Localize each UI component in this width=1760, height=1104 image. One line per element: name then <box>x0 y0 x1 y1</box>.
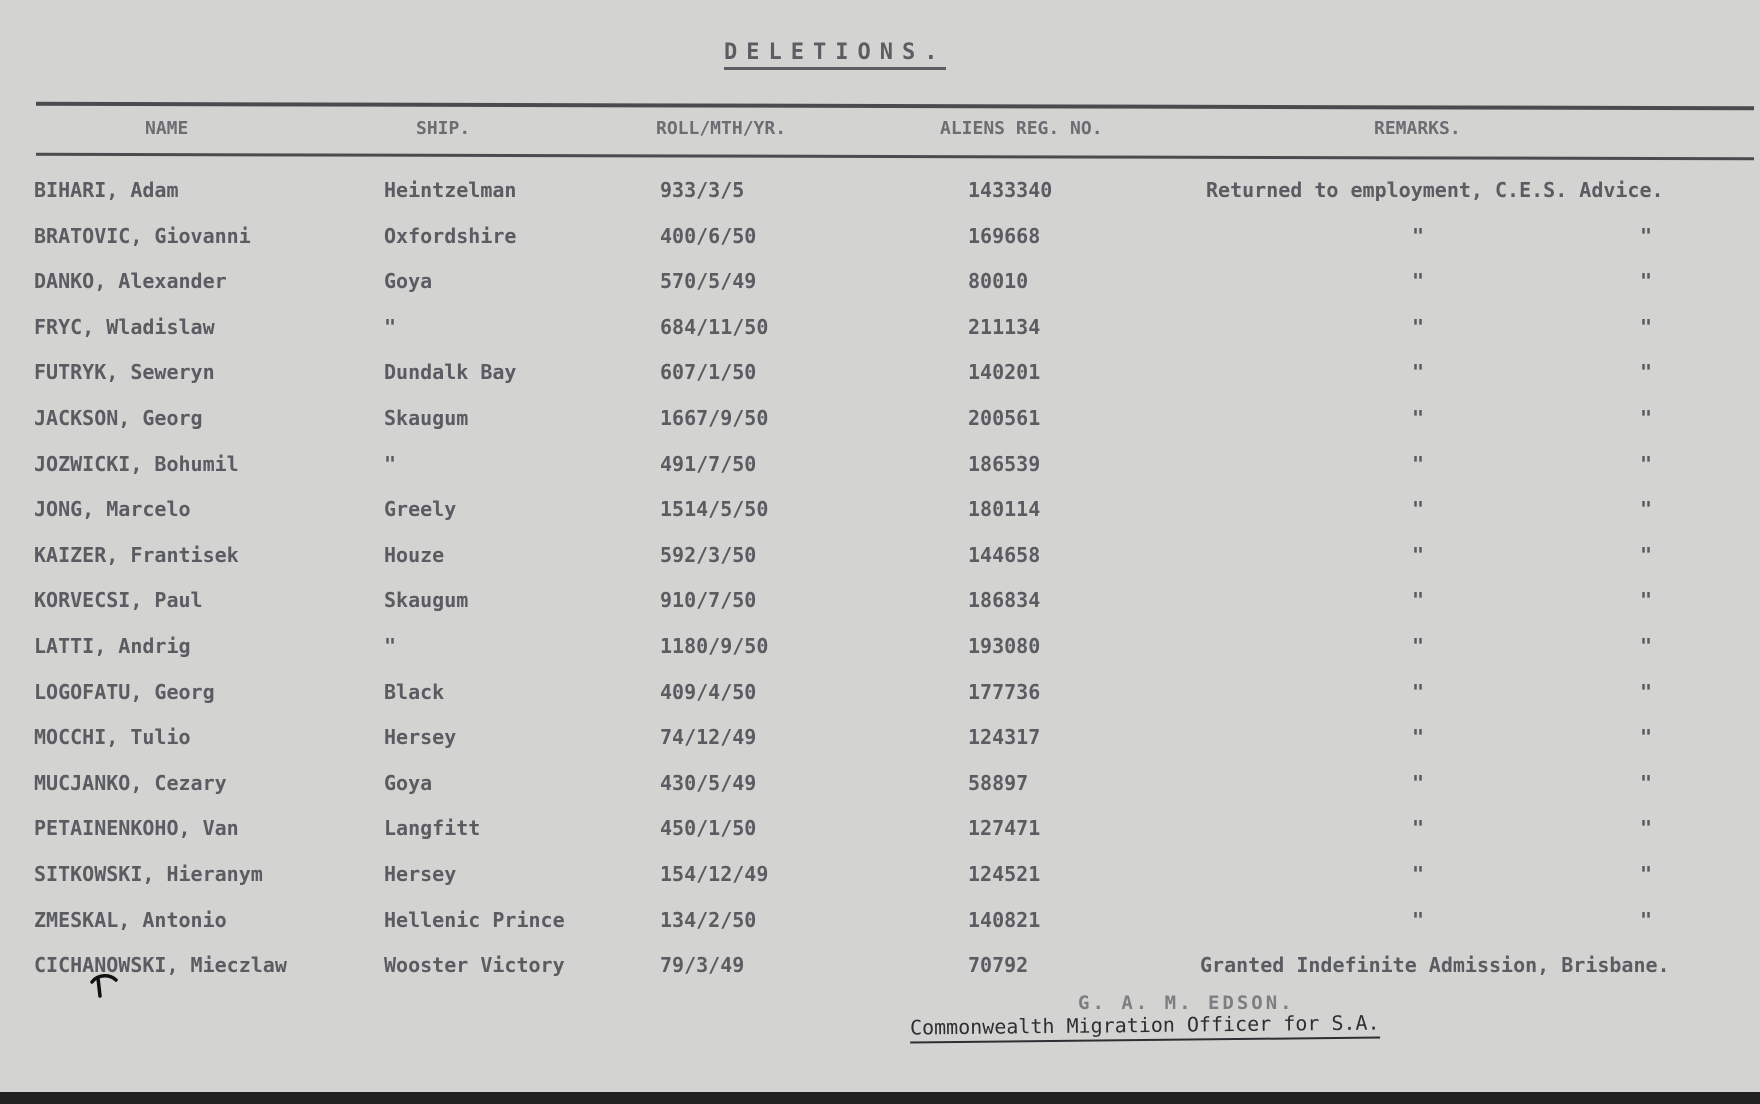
cell-remark-ditto: " <box>1640 360 1653 384</box>
cell-name: JACKSON, Georg <box>34 406 203 430</box>
cell-reg: 186834 <box>968 588 1041 612</box>
cell-remarks: Returned to employment, C.E.S. Advice. <box>1206 178 1664 202</box>
cell-name: SITKOWSKI, Hieranym <box>34 862 263 886</box>
cell-remark-ditto: " <box>1412 452 1425 476</box>
cell-roll: 134/2/50 <box>660 908 757 932</box>
cell-roll: 74/12/49 <box>660 725 757 749</box>
cell-remark-ditto: " <box>1412 816 1425 840</box>
cell-roll: 79/3/49 <box>660 953 745 977</box>
cell-roll: 933/3/5 <box>660 178 745 202</box>
cell-reg: 124317 <box>968 725 1041 749</box>
cell-name: KORVECSI, Paul <box>34 588 203 612</box>
cell-remark-ditto: " <box>1640 269 1653 293</box>
cell-reg: 186539 <box>968 452 1041 476</box>
cell-ship: Hellenic Prince <box>384 908 565 932</box>
cell-ship: Hersey <box>384 862 457 886</box>
cell-ship: Goya <box>384 771 433 795</box>
cell-remark-ditto: " <box>1640 680 1653 704</box>
cell-reg: 70792 <box>968 953 1029 977</box>
cell-remark-ditto: " <box>1640 816 1653 840</box>
column-header-roll: ROLL/MTH/YR. <box>656 118 787 139</box>
cell-ship: Black <box>384 680 445 704</box>
cell-roll: 430/5/49 <box>660 771 757 795</box>
cell-ship: Skaugum <box>384 588 469 612</box>
cell-remark-ditto: " <box>1412 588 1425 612</box>
cell-roll: 607/1/50 <box>660 360 757 384</box>
column-header-reg: ALIENS REG. NO. <box>940 118 1103 139</box>
cell-roll: 684/11/50 <box>660 315 769 339</box>
cell-roll: 910/7/50 <box>660 588 757 612</box>
cell-remark-ditto: " <box>1412 224 1425 248</box>
cell-roll: 1514/5/50 <box>660 497 769 521</box>
cell-remark-ditto: " <box>1640 543 1653 567</box>
cell-remark-ditto: " <box>1640 725 1653 749</box>
cell-remark-ditto: " <box>1640 452 1653 476</box>
signature-title: Commonwealth Migration Officer for S.A. <box>910 1011 1380 1044</box>
cell-roll: 409/4/50 <box>660 680 757 704</box>
cell-remark-ditto: " <box>1412 908 1425 932</box>
cell-ship: " <box>384 452 397 476</box>
cell-remark-ditto: " <box>1412 771 1425 795</box>
cell-ship: Heintzelman <box>384 178 517 202</box>
cell-roll: 450/1/50 <box>660 816 757 840</box>
cell-reg: 180114 <box>968 497 1041 521</box>
scan-border <box>0 1092 1760 1104</box>
cell-remark-ditto: " <box>1640 908 1653 932</box>
cell-remark-ditto: " <box>1640 224 1653 248</box>
cell-reg: 124521 <box>968 862 1041 886</box>
cell-reg: 211134 <box>968 315 1041 339</box>
cell-ship: Greely <box>384 497 457 521</box>
cell-ship: Skaugum <box>384 406 469 430</box>
cell-ship: Houze <box>384 543 445 567</box>
cell-remark-ditto: " <box>1640 315 1653 339</box>
cell-name: MOCCHI, Tulio <box>34 725 191 749</box>
cell-name: JOZWICKI, Bohumil <box>34 452 239 476</box>
cell-roll: 154/12/49 <box>660 862 769 886</box>
cell-name: FRYC, Wladislaw <box>34 315 215 339</box>
cell-name: ZMESKAL, Antonio <box>34 908 227 932</box>
column-header-ship: SHIP. <box>416 118 471 139</box>
cell-ship: Langfitt <box>384 816 481 840</box>
cell-remark-ditto: " <box>1412 680 1425 704</box>
cell-roll: 491/7/50 <box>660 452 757 476</box>
cell-name: FUTRYK, Seweryn <box>34 360 215 384</box>
cell-ship: " <box>384 315 397 339</box>
cell-remark-ditto: " <box>1412 634 1425 658</box>
cell-remark-ditto: " <box>1640 634 1653 658</box>
cell-remark-ditto: " <box>1412 497 1425 521</box>
cell-remark-ditto: " <box>1412 269 1425 293</box>
signature-name: G. A. M. EDSON. <box>1078 992 1295 1014</box>
cell-remark-ditto: " <box>1640 497 1653 521</box>
cell-name: MUCJANKO, Cezary <box>34 771 227 795</box>
cell-ship: Hersey <box>384 725 457 749</box>
cell-name: LATTI, Andrig <box>34 634 191 658</box>
cell-remark-ditto: " <box>1640 588 1653 612</box>
cell-name: BRATOVIC, Giovanni <box>34 224 251 248</box>
cell-reg: 140201 <box>968 360 1041 384</box>
cell-ship: Goya <box>384 269 433 293</box>
cell-remark-ditto: " <box>1412 315 1425 339</box>
cell-ship: Oxfordshire <box>384 224 517 248</box>
column-header-remarks: REMARKS. <box>1374 118 1461 139</box>
cell-reg: 200561 <box>968 406 1041 430</box>
cell-roll: 1180/9/50 <box>660 634 769 658</box>
cell-name: CICHANOWSKI, Mieczlaw <box>34 953 287 977</box>
cell-remark-ditto: " <box>1640 406 1653 430</box>
cell-reg: 127471 <box>968 816 1041 840</box>
cell-name: LOGOFATU, Georg <box>34 680 215 704</box>
cell-ship: Wooster Victory <box>384 953 565 977</box>
cell-reg: 177736 <box>968 680 1041 704</box>
cell-roll: 592/3/50 <box>660 543 757 567</box>
cell-reg: 140821 <box>968 908 1041 932</box>
cell-roll: 1667/9/50 <box>660 406 769 430</box>
cell-remarks: Granted Indefinite Admission, Brisbane. <box>1200 953 1670 977</box>
cell-remark-ditto: " <box>1412 862 1425 886</box>
cell-roll: 570/5/49 <box>660 269 757 293</box>
cell-remark-ditto: " <box>1412 406 1425 430</box>
cell-reg: 1433340 <box>968 178 1053 202</box>
cell-ship: " <box>384 634 397 658</box>
cell-name: DANKO, Alexander <box>34 269 227 293</box>
cell-ship: Dundalk Bay <box>384 360 517 384</box>
cell-name: KAIZER, Frantisek <box>34 543 239 567</box>
cell-reg: 169668 <box>968 224 1041 248</box>
cell-remark-ditto: " <box>1412 360 1425 384</box>
column-header-name: NAME <box>145 118 189 139</box>
cell-remark-ditto: " <box>1412 543 1425 567</box>
cell-reg: 80010 <box>968 269 1029 293</box>
page-title: DELETIONS. <box>724 40 946 70</box>
cell-remark-ditto: " <box>1640 862 1653 886</box>
cell-name: PETAINENKOHO, Van <box>34 816 239 840</box>
cell-remark-ditto: " <box>1640 771 1653 795</box>
cell-reg: 193080 <box>968 634 1041 658</box>
ink-mark <box>88 970 118 1000</box>
cell-reg: 58897 <box>968 771 1029 795</box>
cell-reg: 144658 <box>968 543 1041 567</box>
cell-remark-ditto: " <box>1412 725 1425 749</box>
cell-name: BIHARI, Adam <box>34 178 179 202</box>
cell-name: JONG, Marcelo <box>34 497 191 521</box>
cell-roll: 400/6/50 <box>660 224 757 248</box>
